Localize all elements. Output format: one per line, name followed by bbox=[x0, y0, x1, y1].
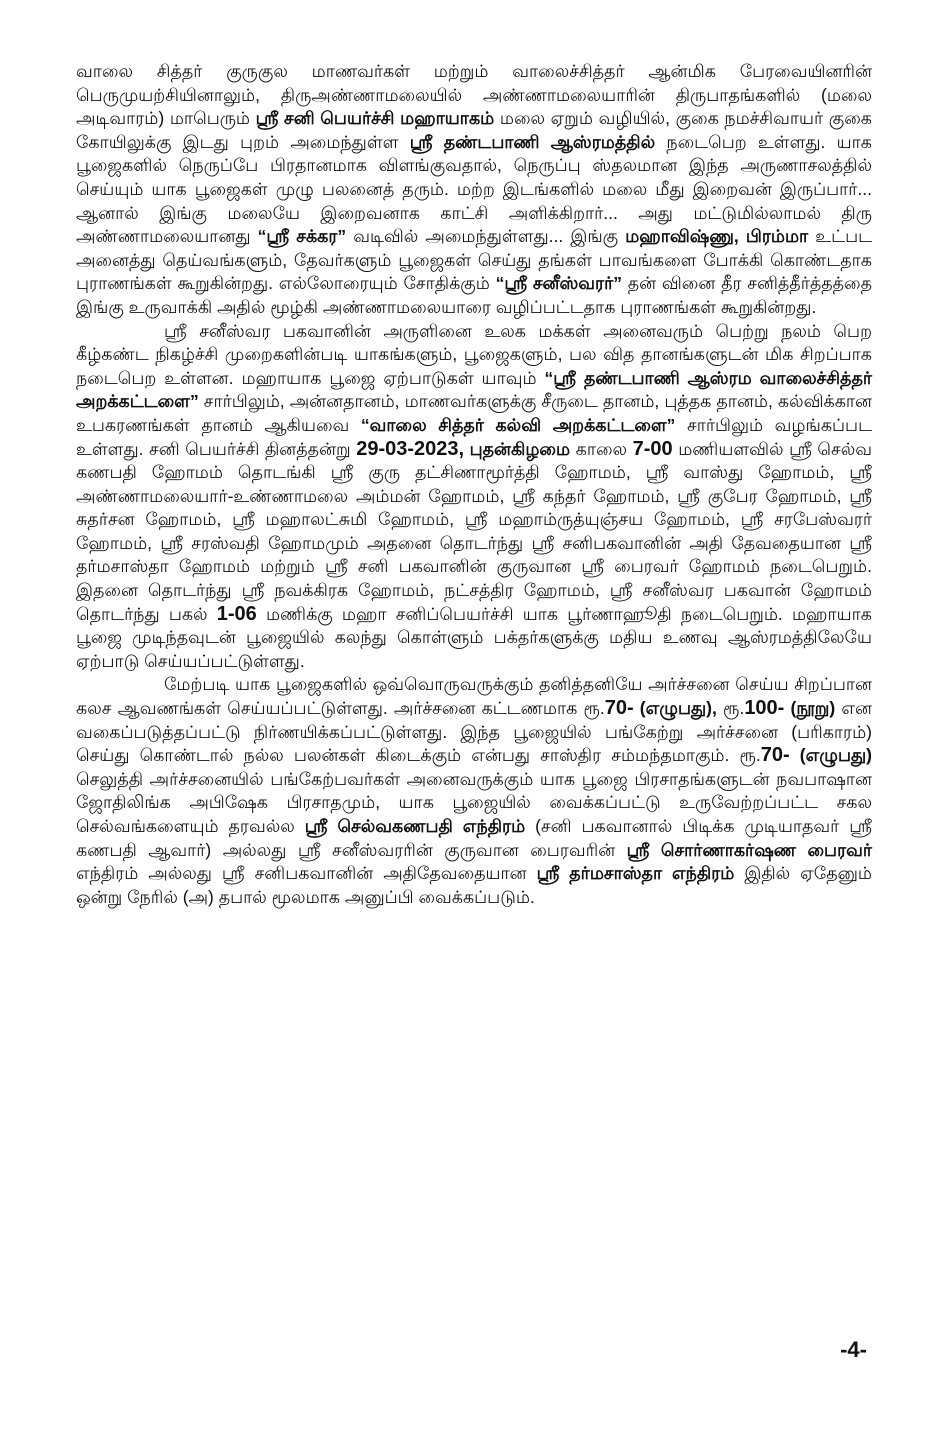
body-text: ரூ. bbox=[716, 698, 745, 719]
body-text: இதில் ஏதேனும் ஒன்று நேரில் (அ) தபால் மூலமாக அனுப்பி வைக்கப்படும். bbox=[76, 863, 872, 907]
emphasized-text: 70- bbox=[604, 697, 634, 720]
body-text: செலுத்தி அர்ச்சனையில் பங்கேற்பவர்கள் அனைவருக்கும் யாக பூஜை பிரசாதங்களுடன் நவபாஷான ஜோதிலிங்க அபிஷேக பிரசாதமும், யாக பூஜையில் வைக்கப்பட்டு உருவேற்றப்பட்ட சகல செல்வங்களையும் தரவல்ல bbox=[76, 768, 872, 836]
document-body bbox=[76, 60, 872, 909]
body-text: மலை ஏறும் வழியில், குகை நமச்சிவாயர் குகை கோயிலுக்கு இடது புறம் அமைந்துள்ள bbox=[76, 108, 872, 152]
body-text: வாலை சித்தர் குருகுல மாணவர்கள் மற்றும் வாலைச்சித்தர் ஆன்மிக பேரவையினரின் பெருமுயற்சியினாலும், திருஅண்ணாமலையில் அண்ணாமலையாரின் திருபாதங்களில் (மலை அடிவாரம்) மாபெரும் bbox=[76, 61, 872, 129]
body-text: வடிவில் அமைந்துள்ளது... இங்கு bbox=[346, 226, 626, 247]
body-text: மணிக்கு மஹா சனிப்பெயர்ச்சி யாக பூர்ணாஹூதி நடைபெறும். மஹாயாக பூஜை முடிந்தவுடன் பூஜையில் கலந்து கொள்ளும் பக்தர்களுக்கு மதிய உணவு ஆஸ்ரமத்திலேயே ஏற்பாடு செய்யப்பட்டுள்ளது. bbox=[76, 603, 872, 671]
emphasized-text: புதன்கிழமை bbox=[469, 438, 571, 459]
body-text: மேற்படி யாக பூஜைகளில் ஒவ்வொருவருக்கும் தனித்தனியே அர்ச்சனை செய்ய சிறப்பான கலச ஆவணங்கள் செய்யப்பட்டுள்ளது. அர்ச்சனை கட்டணமாக ரூ. bbox=[76, 674, 872, 719]
emphasized-text: “ஸ்ரீ சனீஸ்வரர்” bbox=[495, 273, 622, 294]
page-number: -4- bbox=[840, 1337, 867, 1362]
emphasized-text: (எழுபது) bbox=[789, 745, 872, 766]
body-text: உட்பட அனைத்து தெய்வங்களும், தேவர்களும் பூஜைகள் செய்து தங்கள் பாவங்களை போக்கி கொண்டதாக புராணங்கள் கூறுகின்றது. எல்லோரையும் சோதிக்கும் bbox=[76, 226, 873, 294]
body-text: தன் வினை தீர சனித்தீர்த்தத்தை இங்கு உருவாக்கி அதில் மூழ்கி அண்ணாமலையாரை வழிப்பட்டதாக புராணங்கள் கூறுகின்றது. bbox=[76, 273, 872, 317]
emphasized-text: 70- bbox=[760, 744, 790, 767]
body-text: மணியளவில் ஸ்ரீ செல்வ கணபதி ஹோமம் தொடங்கி ஸ்ரீ குரு தட்சிணாமூர்த்தி ஹோமம், ஸ்ரீ வாஸ்து ஹோமம், ஸ்ரீ அண்ணாமலையார்-உண்ணாமலை அம்மன் ஹோமம், ஸ்ரீ கந்தர் ஹோமம், ஸ்ரீ குபேர ஹோமம், ஸ்ரீ சுதர்சன ஹோமம், ஸ்ரீ மஹாலட்சுமி ஹோமம், ஸ்ரீ மஹாம்ருத்யுஞ்சய ஹோமம், ஸ்ரீ சரபேஸ்வரர் ஹோமம், ஸ்ரீ சரஸ்வதி ஹோமமும் அதனை தொடர்ந்து ஸ்ரீ சனிபகவானின் அதி தேவதையான ஸ்ரீ தர்மசாஸ்தா ஹோமம் மற்றும் ஸ்ரீ சனி பகவானின் குருவான ஸ்ரீ பைரவர் ஹோமம் நடைபெறும். இதனை தொடர்ந்து ஸ்ரீ நவக்கிரக ஹோமம், நட்சத்திர ஹோமம், ஸ்ரீ சனீஸ்வர பகவான் ஹோமம் தொடர்ந்து பகல் bbox=[76, 438, 872, 624]
body-text: காலை bbox=[570, 438, 633, 459]
emphasized-text: “ஸ்ரீ சக்கர” bbox=[257, 226, 347, 247]
emphasized-text: 100- bbox=[744, 697, 785, 720]
emphasized-text: (எழுபது), bbox=[633, 698, 717, 719]
body-text: (சனி பகவானால் பிடிக்க முடியாதவர் ஸ்ரீ கணபதி ஆவார்) அல்லது ஸ்ரீ சனீஸ்வரரின் குருவான பைரவரின் bbox=[76, 816, 872, 860]
paragraph-3 bbox=[76, 673, 872, 909]
body-text: சார்பிலும், அன்னதானம், மாணவர்களுக்கு சீருடை தானம், புத்தக தானம், கல்விக்கான உபகரணங்கள் தானம் ஆகியவை bbox=[76, 391, 872, 435]
emphasized-text: 29-03-2023, bbox=[356, 437, 465, 460]
emphasized-text: ஸ்ரீ சொர்ணாகர்ஷண பைரவர் bbox=[626, 839, 873, 860]
paragraph-1 bbox=[76, 60, 872, 320]
emphasized-text: 7-00 bbox=[632, 437, 673, 460]
emphasized-text: ஸ்ரீ சனி பெயர்ச்சி மஹாயாகம் bbox=[255, 108, 495, 129]
emphasized-text: 1-06 bbox=[216, 602, 257, 625]
emphasized-text: “வாலை சித்தர் கல்வி அறக்கட்டளை” bbox=[360, 414, 676, 435]
body-text: என வகைப்படுத்தப்பட்டு நிர்ணயிக்கப்பட்டுள்ளது. இந்த பூஜையில் பங்கேற்று அர்ச்சனை (பரிகாரம்) செய்து கொண்டால் நல்ல பலன்கள் கிடைக்கும் என்பது சாஸ்திர சம்மந்தமாகும். ரூ. bbox=[76, 698, 872, 766]
emphasized-text: (நூறு) bbox=[784, 698, 836, 719]
paragraph-2 bbox=[76, 320, 872, 674]
emphasized-text: “ஸ்ரீ தண்டபாணி ஆஸ்ரம வாலைச்சித்தர் அறக்கட்டளை” bbox=[76, 367, 872, 412]
emphasized-text: ஸ்ரீ செல்வகணபதி எந்திரம் bbox=[304, 816, 526, 836]
emphasized-text: ஸ்ரீ தண்டபாணி ஆஸ்ரமத்தில் bbox=[409, 131, 656, 152]
body-text: நடைபெற உள்ளது. யாக பூஜைகளில் நெருப்பே பிரதானமாக விளங்குவதால், நெருப்பு ஸ்தலமான இந்த அருணாசலத்தில் செய்யும் யாக பூஜைகள் முழு பலனைத் தரும். மற்ற இடங்களில் மலை மீது இறைவன் இருப்பார்... ஆனால் இங்கு மலையே இறைவனாக காட்சி அளிக்கிறார்... அது மட்டுமில்லாமல் திரு அண்ணாமலையானது bbox=[76, 131, 873, 247]
body-text: சார்பிலும் வழங்கப்பட உள்ளது. சனி பெயர்ச்சி தினத்தன்று bbox=[76, 414, 872, 459]
emphasized-text: ஸ்ரீ தர்மசாஸ்தா எந்திரம் bbox=[536, 863, 735, 884]
body-text: எந்திரம் அல்லது ஸ்ரீ சனிபகவானின் அதிதேவதையான bbox=[76, 863, 537, 884]
emphasized-text: மஹாவிஷ்ணு, பிரம்மா bbox=[625, 226, 809, 247]
body-text: ஸ்ரீ சனீஸ்வர பகவானின் அருளினை உலக மக்கள் அனைவரும் பெற்று நலம் பெற கீழ்கண்ட நிகழ்ச்சி முறைகளின்படி யாகங்களும், பூஜைகளும், பல வித தானங்களுடன் மிக சிறப்பாக நடைபெற உள்ளன. மஹாயாக பூஜை ஏற்பாடுகள் யாவும் bbox=[76, 320, 872, 388]
